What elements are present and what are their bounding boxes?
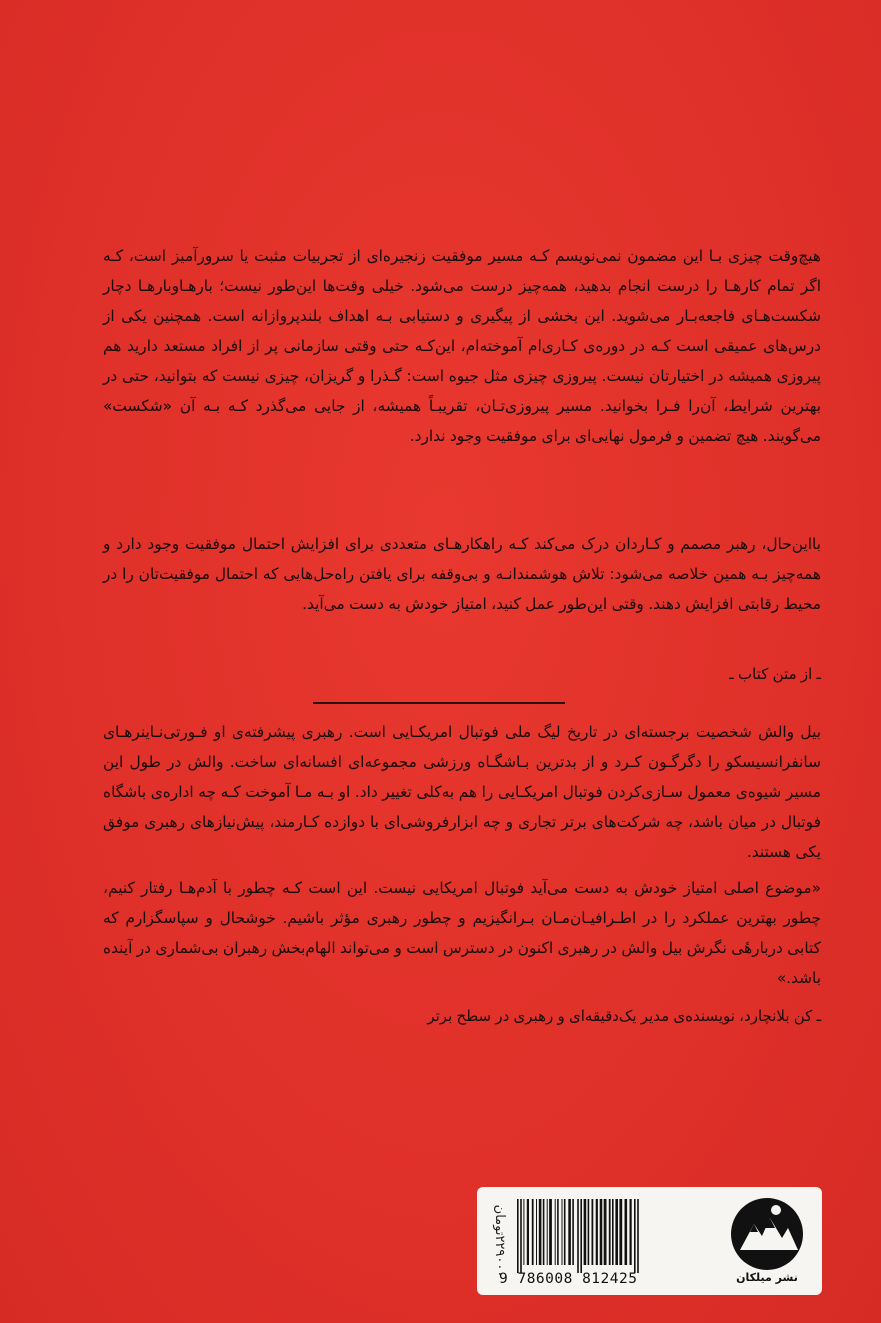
excerpt-source: ـ از متن کتاب ـ [729, 665, 821, 683]
author-bio-paragraph: بیل والش شخصیت برجسته‌ای در تاریخ لیگ ملی فوتبال امریکـایی است. رهبری پیشرفته‌ی او فـورتی‌نـاینرهـای سانفرانسیسکو را دگرگـون کـرد و از بدترین بـاشگـاه ورزشی مجموعه‌ای افسانه‌ای ساخت. والش در طول این مسیر شیوه‌ی معمول سـازی‌کردن فوتبال امریکـایی را هم به‌کلی تغییر داد. او بـه مـا آموخت کـه چه اداره‌ی باشگاه فوتبال در میان باشد، چه شرکت‌های برتر تجاری و چه ابزارفروشی‌ای با دوازده کـارمند، پیش‌نیازهای رهبری موفق یکی هستند. [103, 723, 821, 861]
barcode-icon [511, 1197, 715, 1273]
publisher-name: نشر میلکان [736, 1271, 798, 1284]
excerpt-paragraph-1: هیچ‌وقت چیزی بـا این مضمون نمی‌نویسم کـه مسیر موفقیت زنجیره‌ای از تجربیات مثبت یا سرورآمیز است، کـه اگر تمام کارهـا را درست انجام بدهید، همه‌چیز درست می‌شود. خیلی وقت‌ها این‌طور نیست؛ بارهـا‌وبارهـا دچار شکست‌هـای فاجعه‌بـار می‌شوید. این بخشی از پیگیری و دستیابی بـه اهداف بلندپروازانه است. همچنین یکی از درس‌های عمیقی است کـه در دوره‌ی کـاری‌ام آموخته‌ام، این‌کـه حتی وقتی سازمانی پر از افراد مستعد دارید هم پیروزی همیشه در اختیارتان نیست. پیروزی چیزی مثل جیوه است: گـذرا و گریزان، چیزی نیست که بتوانید، حتی در بهترین شرایط، آن‌را فـرا بخوانید. مسیر پیروزی‌تـان، تقریبـاً همیشه، از جایی می‌گذرد کـه بـه آن «شکست» می‌گویند. هیچ تضمین و فرمول نهایی‌ای برای موفقیت وجود ندارد. [103, 247, 821, 445]
barcode-panel [477, 1187, 822, 1295]
excerpt-paragraph-2: بااین‌حال، رهبر مصمم و کـاردان درک می‌کند کـه راهکارهـای متعددی برای افزایش احتمال موفقیت وجود دارد و همه‌چیز بـه همین خلاصه می‌شود: تلاش هوشمندانـه و بی‌وقفه برای یافتن راه‌حل‌هایی که احتمال موفقیت‌تان را در محیط رقابتی افزایش دهند. وقتی این‌طور عمل کنید، امتیاز خودش به دست می‌آید. [103, 535, 821, 613]
section-divider [313, 702, 565, 704]
isbn-number: 9 786008 812425 [499, 1271, 638, 1287]
endorsement-source: ـ کن بلانچارد، نویسنده‌ی مدیر یک‌دقیقه‌ای و رهبری در سطح برتر [427, 1007, 821, 1025]
endorsement-quote: «موضوع اصلی امتیاز خودش به دست می‌آید فوتبال امریکایی نیست. این است کـه چطور با آدم‌هـا رفتار کنیم، چطور بهترین عملکرد را در اطـرافیـان‌مـان بـرانگیزیم و چطور رهبری مؤثر باشیم. خوشحال و سپاسگزارم که کتابی دربارهٔی نگرش بیل والش در رهبری اکنون در دسترس است و می‌تواند الهام‌بخش رهبران بی‌شماری در آینده باشد.» [103, 879, 821, 987]
price-label: ۲۲۹۰۰۰تومان [492, 1204, 507, 1278]
